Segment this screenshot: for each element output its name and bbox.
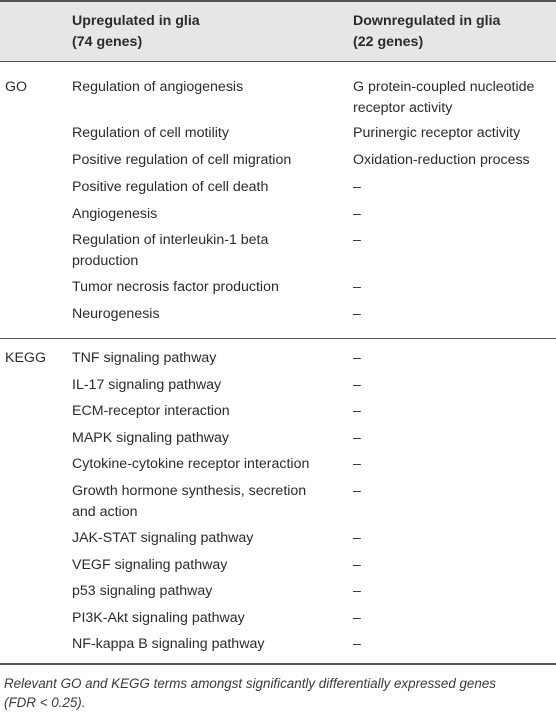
kegg-down-dash: –	[353, 530, 361, 546]
go-down-dash: –	[353, 206, 361, 222]
go-up-term: Neurogenesis	[72, 306, 160, 322]
table-bottom-rule	[0, 663, 556, 665]
kegg-down-dash: –	[353, 483, 361, 499]
go-down-term-continued: receptor activity	[353, 100, 453, 116]
go-down-dash: –	[353, 306, 361, 322]
go-down-term: Purinergic receptor activity	[353, 125, 521, 141]
go-up-term: Angiogenesis	[72, 206, 158, 222]
kegg-down-dash: –	[353, 583, 361, 599]
go-up-term: Positive regulation of cell death	[72, 179, 269, 195]
header-upregulated-title: Upregulated in glia	[72, 13, 200, 29]
header-downregulated-count: (22 genes)	[353, 34, 424, 50]
kegg-down-dash: –	[353, 350, 361, 366]
go-down-term: Oxidation-reduction process	[353, 152, 530, 168]
kegg-up-term-continued: and action	[72, 504, 138, 520]
go-up-term: Tumor necrosis factor production	[72, 279, 279, 295]
header-downregulated-title: Downregulated in glia	[353, 13, 501, 29]
kegg-up-term: IL-17 signaling pathway	[72, 377, 222, 393]
go-down-dash: –	[353, 232, 361, 248]
kegg-down-dash: –	[353, 403, 361, 419]
kegg-down-dash: –	[353, 636, 361, 652]
kegg-down-dash: –	[353, 610, 361, 626]
category-go: GO	[5, 79, 28, 95]
kegg-up-term: p53 signaling pathway	[72, 583, 213, 599]
kegg-down-dash: –	[353, 557, 361, 573]
header-upregulated-count: (74 genes)	[72, 34, 143, 50]
go-down-dash: –	[353, 279, 361, 295]
kegg-up-term: Growth hormone synthesis, secretion	[72, 483, 307, 499]
kegg-up-term: PI3K-Akt signaling pathway	[72, 610, 245, 626]
kegg-up-term: JAK-STAT signaling pathway	[72, 530, 254, 546]
go-up-term: Positive regulation of cell migration	[72, 152, 292, 168]
category-kegg: KEGG	[5, 350, 46, 366]
footnote-line: Relevant GO and KEGG terms amongst significantly differentially expressed genes	[4, 676, 496, 691]
kegg-down-dash: –	[353, 456, 361, 472]
header-downregulated	[353, 11, 553, 53]
header-upregulated	[72, 11, 342, 53]
kegg-up-term: NF-kappa B signaling pathway	[72, 636, 265, 652]
kegg-up-term: MAPK signaling pathway	[72, 430, 229, 446]
footnote-line: (FDR < 0.25).	[4, 695, 86, 710]
table-footnote	[4, 674, 553, 712]
kegg-down-dash: –	[353, 377, 361, 393]
section-divider	[0, 338, 556, 339]
go-up-term: Regulation of cell motility	[72, 125, 229, 141]
kegg-up-term: TNF signaling pathway	[72, 350, 217, 366]
go-up-term-continued: production	[72, 253, 139, 269]
go-up-term: Regulation of angiogenesis	[72, 79, 244, 95]
kegg-down-dash: –	[353, 430, 361, 446]
kegg-up-term: ECM-receptor interaction	[72, 403, 230, 419]
table-header	[0, 0, 556, 62]
kegg-up-term: Cytokine-cytokine receptor interaction	[72, 456, 310, 472]
go-down-dash: –	[353, 179, 361, 195]
go-down-term: G protein-coupled nucleotide	[353, 79, 535, 95]
go-up-term: Regulation of interleukin-1 beta	[72, 232, 269, 248]
kegg-up-term: VEGF signaling pathway	[72, 557, 228, 573]
